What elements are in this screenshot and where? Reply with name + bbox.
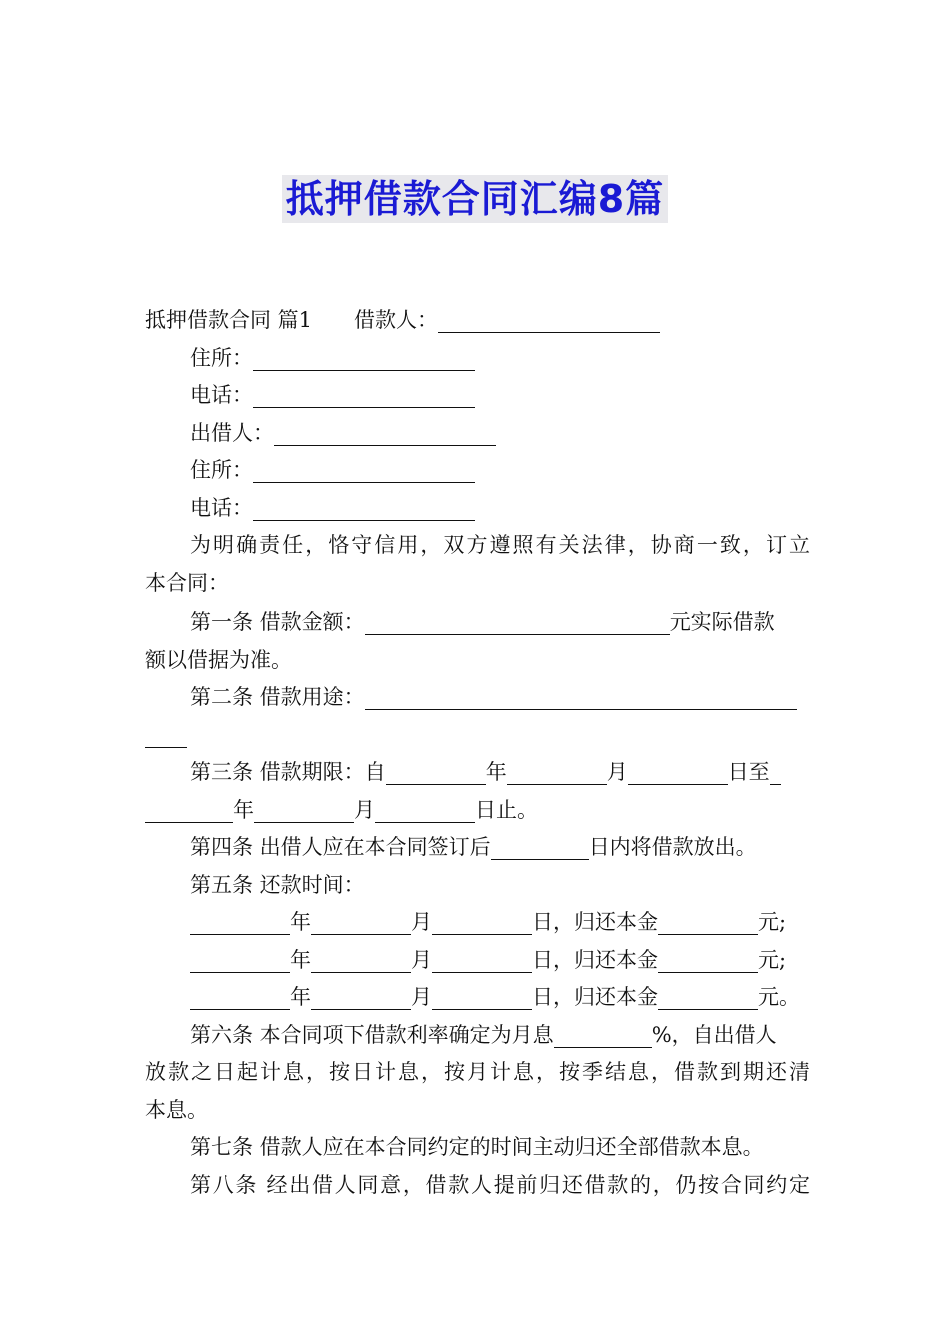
article-6 xyxy=(145,1017,810,1055)
blank xyxy=(386,759,486,785)
year-label: 年 xyxy=(290,985,311,1009)
lender-address-line xyxy=(145,452,810,490)
lender-phone-label: 电话： xyxy=(190,495,253,520)
blank xyxy=(628,759,728,785)
blank xyxy=(658,909,758,935)
blank xyxy=(145,797,233,823)
blank xyxy=(253,345,475,371)
blank xyxy=(658,947,758,973)
contract-body xyxy=(145,302,810,1204)
blank xyxy=(658,984,758,1010)
art6-prefix: 第六条 本合同项下借款利率确定为月息 xyxy=(190,1022,554,1047)
article-3-cont xyxy=(145,792,810,830)
year-label: 年 xyxy=(290,947,311,972)
blank xyxy=(491,834,589,860)
year-label: 年 xyxy=(233,797,254,822)
preamble-line1: 为明确责任，恪守信用，双方遵照有关法律，协商一致，订立 xyxy=(190,533,810,557)
year-label: 年 xyxy=(290,910,311,934)
section-label: 抵押借款合同 篇1 xyxy=(145,308,313,332)
month-label: 月 xyxy=(411,947,432,972)
day-label: 日，归还本金 xyxy=(532,910,658,934)
blank xyxy=(254,797,354,823)
lender-label: 出借人： xyxy=(190,420,274,445)
lender-line xyxy=(145,415,810,453)
month-label: 月 xyxy=(411,910,432,934)
borrower-label: 借款人： xyxy=(354,308,439,332)
article-8: 第八条 经出借人同意，借款人提前归还借款的，仍按合同约定 xyxy=(190,1172,810,1197)
title-wrap xyxy=(0,175,950,223)
month-label: 月 xyxy=(606,760,628,784)
borrower-phone-label: 电话： xyxy=(190,383,253,407)
borrower-address-label: 住所： xyxy=(190,345,253,370)
blank xyxy=(507,759,607,785)
article-1-cont: 额以借据为准。 xyxy=(145,647,292,672)
borrower-name-blank xyxy=(438,307,660,333)
blank xyxy=(375,797,475,823)
amount-unit: 元。 xyxy=(758,985,800,1009)
blank xyxy=(145,722,187,748)
blank xyxy=(365,684,797,710)
art1-prefix: 第一条 借款金额： xyxy=(190,610,365,634)
art4-prefix: 第四条 出借人应在本合同签订后 xyxy=(190,835,491,859)
art6-suffix: %，自出借人 xyxy=(651,1022,777,1047)
day-end-label: 日止。 xyxy=(475,797,538,822)
lender-address-label: 住所： xyxy=(190,458,253,482)
blank xyxy=(311,984,411,1010)
article-2-cont xyxy=(145,717,810,755)
blank xyxy=(311,909,411,935)
blank xyxy=(432,984,532,1010)
blank xyxy=(253,457,475,483)
article-4 xyxy=(145,829,810,867)
blank xyxy=(770,759,781,785)
blank xyxy=(432,909,532,935)
borrower-address-line xyxy=(145,340,810,378)
blank xyxy=(432,947,532,973)
art1-suffix: 元实际借款 xyxy=(669,610,775,634)
day-label: 日，归还本金 xyxy=(532,947,658,972)
blank xyxy=(311,947,411,973)
lender-phone-line xyxy=(145,490,810,528)
article-3 xyxy=(145,754,810,792)
year-label: 年 xyxy=(485,760,507,784)
article-6-end: 本息。 xyxy=(145,1097,208,1122)
article-6-cont: 放款之日起计息，按日计息，按月计息，按季结息，借款到期还清 xyxy=(145,1060,810,1084)
day-label: 日，归还本金 xyxy=(532,985,658,1009)
article-7: 第七条 借款人应在本合同约定的时间主动归还全部借款本息。 xyxy=(190,1135,764,1159)
repayment-row xyxy=(145,942,810,980)
blank xyxy=(554,1022,652,1048)
amount-unit: 元; xyxy=(758,947,787,972)
art4-suffix: 日内将借款放出。 xyxy=(588,835,757,859)
repayment-row xyxy=(145,904,810,942)
document-title: 抵押借款合同汇编8篇 xyxy=(282,175,668,223)
month-label: 月 xyxy=(354,797,375,822)
day-to-label: 日至 xyxy=(727,760,770,784)
month-label: 月 xyxy=(411,985,432,1009)
borrower-phone-line xyxy=(145,377,810,415)
blank xyxy=(274,420,496,446)
blank xyxy=(190,909,290,935)
art2-prefix: 第二条 借款用途： xyxy=(190,685,365,709)
article-2 xyxy=(145,679,810,717)
blank xyxy=(365,609,670,635)
blank xyxy=(190,947,290,973)
repayment-row xyxy=(145,979,810,1017)
heading-row xyxy=(145,302,810,340)
article-1 xyxy=(145,604,810,642)
blank xyxy=(190,984,290,1010)
amount-unit: 元; xyxy=(758,910,787,934)
art3-prefix: 第三条 借款期限：自 xyxy=(190,760,386,784)
blank xyxy=(253,382,475,408)
article-5-heading: 第五条 还款时间： xyxy=(190,872,365,897)
preamble-line2: 本合同： xyxy=(145,570,229,595)
blank xyxy=(253,495,475,521)
